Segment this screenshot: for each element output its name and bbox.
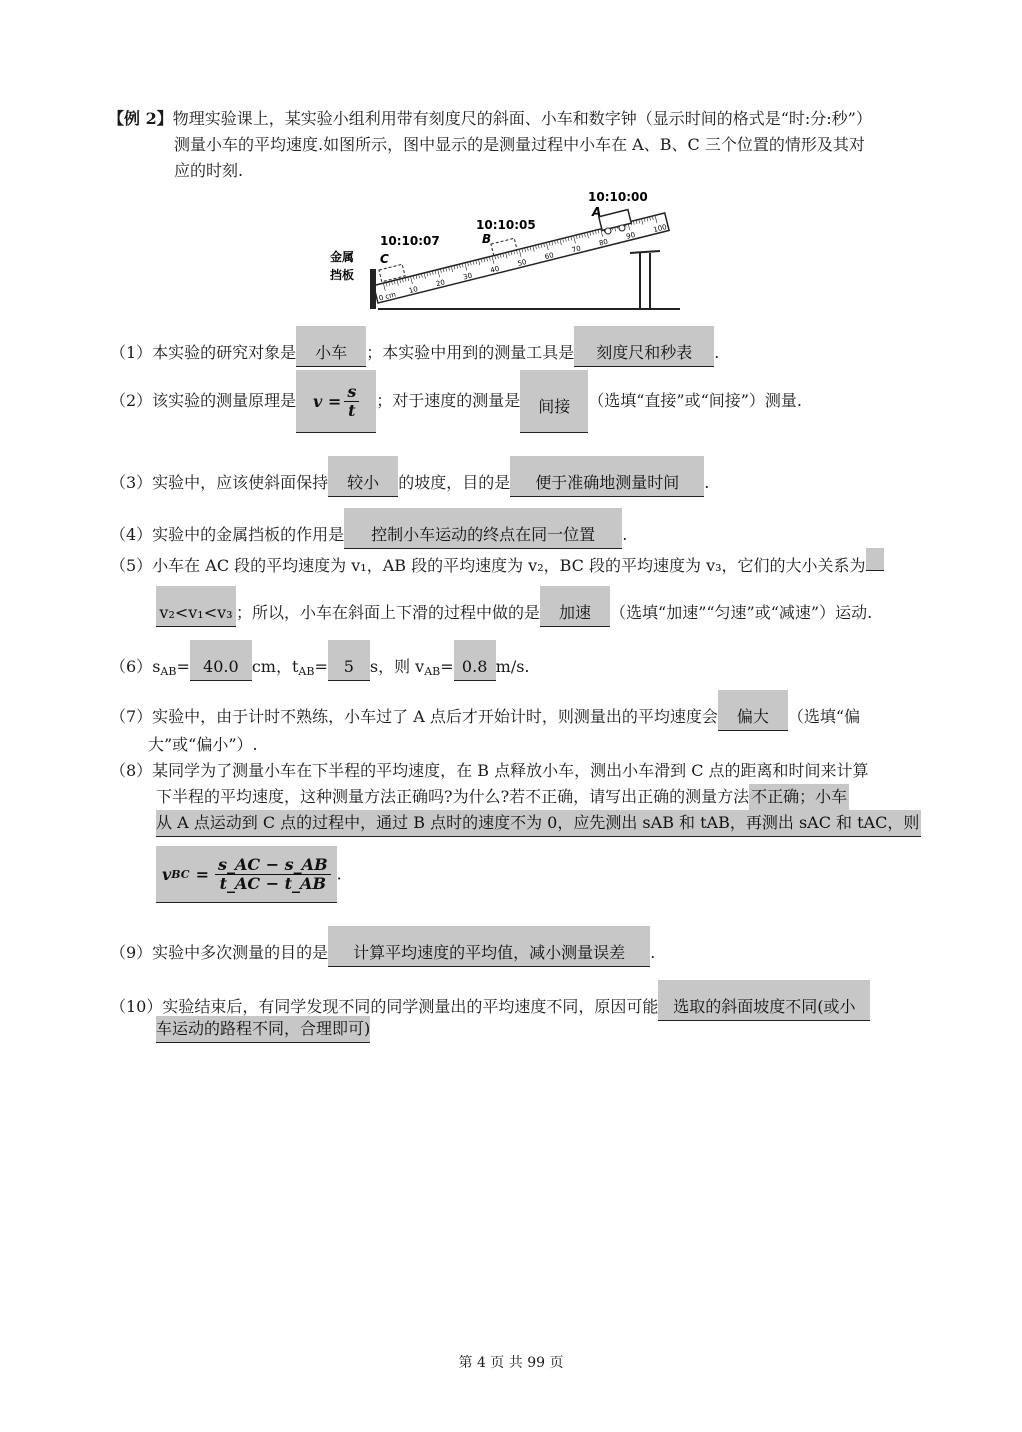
q8-fraction <box>215 856 331 893</box>
example-line-3: 应的时刻. <box>174 161 244 180</box>
incline-figure <box>330 185 690 315</box>
label-metal: 金属 <box>330 250 355 264</box>
question-5-line-2 <box>156 586 872 627</box>
page-footer: 第 4 页 共 99 页 <box>458 1355 564 1371</box>
question-8-line-2 <box>156 784 849 811</box>
q4-answer-1: 控制小车运动的终点在同一位置 <box>344 508 622 549</box>
q2-text-mid: ；对于速度的测量是 <box>376 391 521 410</box>
q6-answer-3: 0.8 <box>454 640 496 681</box>
q6-eq: = <box>176 657 190 676</box>
q5-text: （5）小车在 AC 段的平均速度为 v₁，AB 段的平均速度为 v₂，BC 段的平均速度为 v₃，它们的大小关系为 <box>110 556 866 575</box>
q2-formula-v: v = <box>313 391 342 411</box>
q1-text: （1）本实验的研究对象是 <box>110 343 297 362</box>
q7-text: （7）实验中，由于计时不熟练，小车过了 A 点后才开始计时，则测量出的平均速度会 <box>110 707 718 726</box>
question-5-line-1 <box>110 548 884 579</box>
question-8-line-3 <box>156 810 921 837</box>
label-plate: 挡板 <box>330 268 355 282</box>
question-2 <box>110 370 802 432</box>
q5-answer-1: v₂<v₁<v₃ <box>156 586 236 627</box>
q3-answer-1: 较小 <box>328 456 398 497</box>
q1-answer-2: 刻度尺和秒表 <box>574 326 714 367</box>
point-a: A <box>592 205 602 219</box>
q5-answer-2: 加速 <box>540 586 610 627</box>
q6-text: （6） <box>110 657 153 676</box>
question-10-line-2 <box>156 1016 370 1043</box>
q6-sec: s，则 <box>369 657 416 676</box>
q1-text-end: . <box>714 343 720 362</box>
q2-text-end: （选填“直接”或“间接”）测量. <box>588 391 803 410</box>
example-line-1 <box>108 106 872 132</box>
q6-cm: cm， <box>251 657 292 676</box>
question-10 <box>110 980 870 1021</box>
q8-formula-v: v <box>162 864 172 884</box>
q8-text: 下半程的平均速度，这种测量方法正确吗?为什么?若不正确，请写出正确的测量方法 <box>156 787 750 806</box>
q5-answer-box-start <box>866 548 884 571</box>
q8-answer-formula: v BC = $\frac{s\_AC - s\_AB}{t\_AC - t\_AB}$ <box>156 846 337 903</box>
q8-answer-start: 不正确；小车 <box>749 784 849 811</box>
q2-fraction-den: t <box>348 400 356 420</box>
time-a: 10:10:00 <box>588 190 648 204</box>
question-7-line-2: 大”或“偏小”）. <box>148 735 258 754</box>
q2-fraction <box>344 383 359 420</box>
q8-fraction-den: t_AC − t_AB <box>219 873 326 893</box>
q6-t-sub: AB <box>298 665 315 678</box>
ruler-tick-label: 30 <box>462 271 474 282</box>
metal-plate <box>370 269 376 309</box>
q4-text-end: . <box>622 525 628 544</box>
q3-text-mid: 的坡度，目的是 <box>398 473 511 492</box>
question-8-line-1: （8）某同学为了测量小车在下半程的平均速度，在 B 点释放小车，测出小车滑到 C 点的距离和时间来计算 <box>110 761 869 780</box>
q10-answer-2: 车运动的路程不同，合理即可) <box>156 1016 370 1043</box>
example-tag: 【例 2】 <box>108 109 173 128</box>
ruler-unit: 0 cm <box>378 290 397 303</box>
q7-text-end: （选填“偏 <box>787 707 861 726</box>
q6-s-sub: AB <box>160 665 177 678</box>
question-7 <box>110 690 860 731</box>
ruler-tick-label: 50 <box>516 258 528 268</box>
ruler-tick-label: 80 <box>598 237 609 248</box>
q6-eq: = <box>314 657 328 676</box>
example-line-2: 测量小车的平均速度.如图所示，图中显示的是测量过程中小车在 A、B、C 三个位置的情形及其对 <box>174 135 865 154</box>
question-9 <box>110 926 655 967</box>
ruler-tick-label: 90 <box>625 230 637 241</box>
q6-s: s <box>152 657 161 676</box>
time-b: 10:10:05 <box>476 218 536 232</box>
time-c: 10:10:07 <box>380 234 440 248</box>
q5-text-mid: ；所以，小车在斜面上下滑的过程中做的是 <box>236 603 541 622</box>
car-a-wheel <box>619 225 625 231</box>
q10-answer-1: 选取的斜面坡度不同(或小 <box>658 980 870 1021</box>
example-text-1: 物理实验课上，某实验小组利用带有刻度尺的斜面、小车和数字钟（显示时间的格式是“时:分:秒”） <box>172 109 872 128</box>
q5-text-end: （选填“加速”“匀速”或“减速”）运动. <box>610 603 873 622</box>
q3-text: （3）实验中，应该使斜面保持 <box>110 473 329 492</box>
q1-answer-1: 小车 <box>296 326 366 367</box>
q9-text-end: . <box>650 943 656 962</box>
car-a-wheel <box>605 228 611 234</box>
ruler-tick-label: 40 <box>489 264 501 275</box>
question-3 <box>110 456 709 497</box>
question-8-formula <box>156 846 342 903</box>
q6-answer-1: 40.0 <box>190 640 252 681</box>
question-4 <box>110 508 627 549</box>
ruler-tick-label: 100 <box>652 223 668 235</box>
q2-fraction-num: s <box>344 383 359 402</box>
q8-answer-line: 从 A 点运动到 C 点的过程中，通过 B 点时的速度不为 0，应先测出 sAB 和 tAB，再测出 sAC 和 tAC，则 <box>156 810 921 837</box>
q6-v: v <box>415 657 425 676</box>
q3-text-end: . <box>704 473 710 492</box>
ruler-tick-label: 60 <box>543 251 555 262</box>
q2-answer-2: 间接 <box>520 370 588 433</box>
ruler-tick-label: 10 <box>408 285 419 296</box>
ruler-tick-label: 70 <box>571 244 582 255</box>
q6-answer-2: 5 <box>328 640 370 681</box>
q6-t: t <box>291 657 299 676</box>
q2-text: （2）该实验的测量原理是 <box>110 391 297 410</box>
q3-answer-2: 便于准确地测量时间 <box>510 456 704 497</box>
ruler-tick-label: 20 <box>435 278 446 289</box>
q7-answer-1: 偏大 <box>718 690 788 731</box>
q8-fraction-num: s_AC − s_AB <box>215 856 331 875</box>
q9-answer-1: 计算平均速度的平均值，减小测量误差 <box>328 926 650 967</box>
q9-text: （9）实验中多次测量的目的是 <box>110 943 329 962</box>
q2-answer-formula <box>296 370 376 433</box>
q6-ms: m/s. <box>495 657 530 676</box>
q8-text-end: . <box>336 864 342 884</box>
q10-text: （10）实验结束后，有同学发现不同的同学测量出的平均速度不同，原因可能 <box>110 997 659 1016</box>
point-c: C <box>380 252 389 266</box>
q6-v-sub: AB <box>424 665 441 678</box>
q4-text: （4）实验中的金属挡板的作用是 <box>110 525 345 544</box>
q1-text-mid: ；本实验中用到的测量工具是 <box>366 343 575 362</box>
q6-eq: = <box>440 657 454 676</box>
question-1 <box>110 326 719 367</box>
q8-formula-v-sub: BC <box>171 867 190 881</box>
point-b: B <box>482 232 492 246</box>
question-6 <box>110 640 530 685</box>
